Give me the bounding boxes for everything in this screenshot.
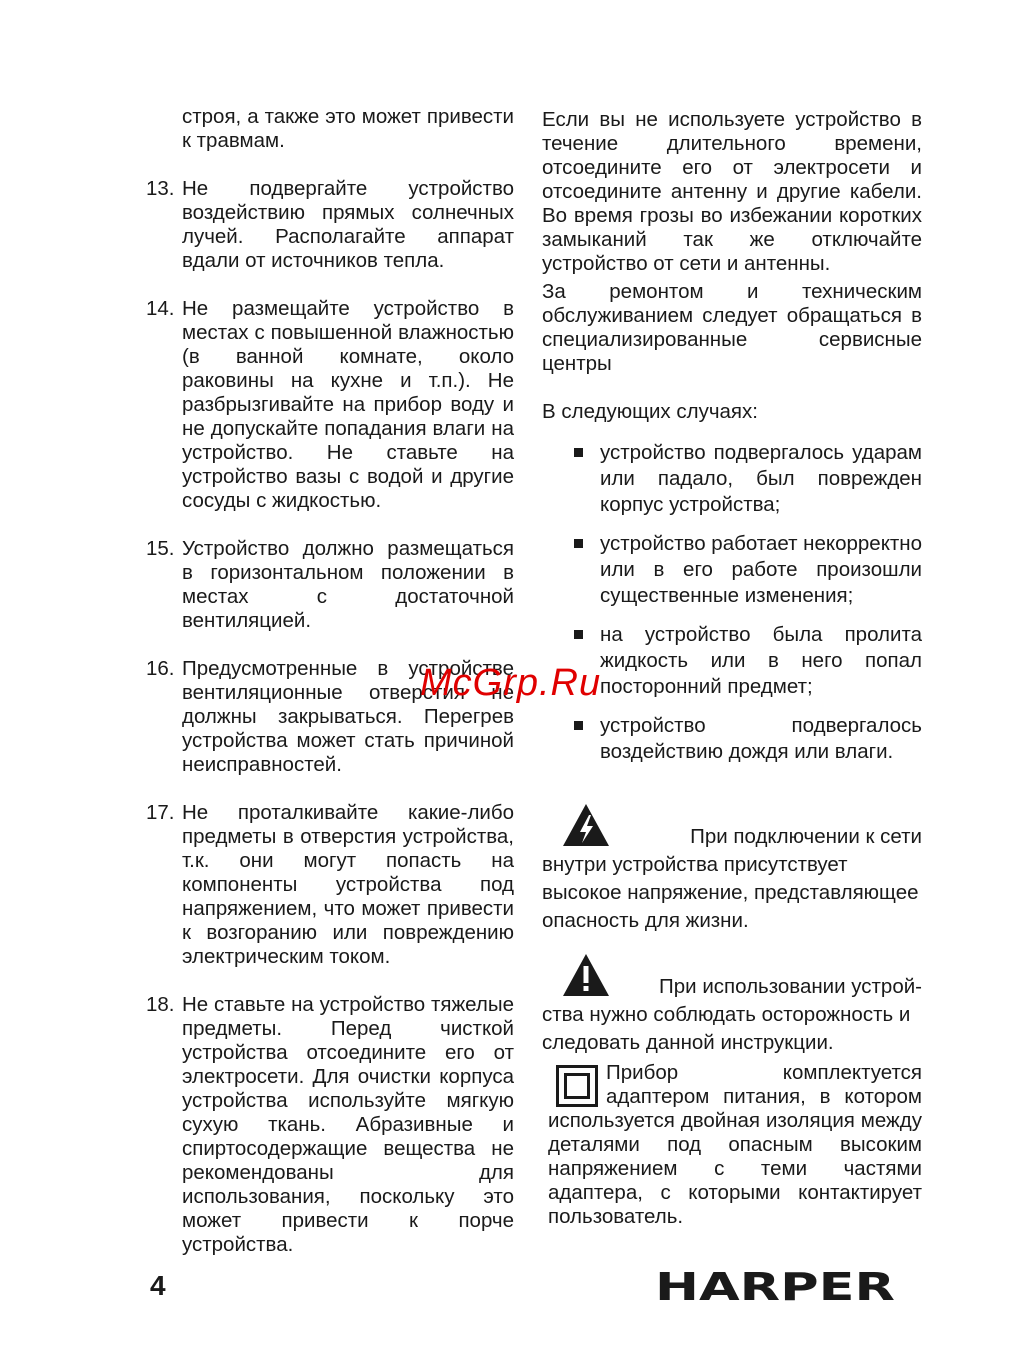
bullet-square-icon [574,539,583,548]
caution-warning-icon [562,953,610,997]
item-number: 15. [146,537,175,560]
watermark: McGrp.Ru [420,662,602,704]
list-item-15 [146,537,514,633]
double-insulation-icon [556,1065,598,1107]
list-item-13 [146,177,514,273]
brand-logo [655,1270,895,1302]
caution-warning-lead: При использовании устрой- [659,975,922,998]
cases-heading: В следующих случаях: [542,400,758,423]
bullet-square-icon [574,630,583,639]
double-insulation-text: Прибор комплектуется адаптером питания, в котором используется двойная изоляция между деталями под опасным высоким напряжением с теми частями адаптера, с которыми контактирует пользователь. [548,1061,922,1228]
item-text: Не проталкивайте какие-либо предметы в отверстия устройства, т.к. они могут попасть на компоненты устройства под напряжением, что может привести к возгоранию или повреждению электрическим током. [182,801,514,968]
case-text: на устройство была пролита жидкость или в него попал посторонний предмет; [600,623,922,698]
case-text: устройство работает некорректно или в его работе произошли существенные изменения; [600,532,923,607]
list-item [542,713,922,765]
item-text: Не размещайте устройство в местах с повышенной влажностью (в ванной комнате, около раковины на кухне и т.п.). Не разбрызгивайте на прибор воду и не допускайте попадания влаги на устройство. Не ставьте на устройство вазы с водой и другие сосуды с жидкостью. [182,297,514,512]
bullet-square-icon [574,721,583,730]
list-item-17 [146,801,514,969]
list-item-14 [146,297,514,513]
service-paragraph: За ремонтом и техническим обслуживанием следует обращаться в специализированные сервисные центры [542,280,922,375]
unplug-paragraph: Если вы не используете устройство в течение длительного времени, отсоедините его от электросети и отсоедините антенну и другие кабели. Во время грозы во избежании коротких замыканий так же отключайте устройство от сети и антенны. [542,108,922,275]
double-insulation-note [548,1061,922,1229]
case-text: устройство подвергалось воздействию дождя или влаги. [600,714,922,763]
item-number: 14. [146,297,175,320]
brand-text: HARPER [655,1270,895,1302]
voltage-warning-lead: При подключении к сети [690,825,922,848]
item-text: Не ставьте на устройство тяжелые предметы. Перед чисткой устройства отсоедините его от электросети. Для очистки корпуса устройства используйте мягкую сухую ткань. Абразивные и спиртосодержащие вещества не рекомендованы для использования, поскольку это может привести к порче устройства. [182,993,514,1256]
caution-warning-text: ства нужно соблюдать осторожность и следовать данной инструкции. [542,1003,911,1054]
case-text: устройство подвергалось ударам или падало, был поврежден корпус устройства; [600,441,922,516]
item-number: 13. [146,177,175,200]
caution-warning [542,949,922,1057]
list-item [542,440,922,518]
intro-continuation: строя, а также это может привести к травмам. [182,105,514,152]
page-number: 4 [150,1270,166,1301]
list-item [542,531,922,609]
voltage-warning-text: внутри устройства присутствует высокое напряжение, представляющее опасность для жизни. [542,853,919,932]
list-item-18 [146,993,514,1257]
cases-list [542,440,922,765]
item-number: 18. [146,993,175,1016]
item-text: Не подвергайте устройство воздействию прямых солнечных лучей. Располагайте аппарат вдали от источников тепла. [182,177,514,272]
bullet-square-icon [574,448,583,457]
high-voltage-warning [542,799,922,935]
item-number: 17. [146,801,175,824]
high-voltage-warning-icon [562,803,610,847]
item-text: Устройство должно размещаться в горизонтальном положении в местах с достаточной вентиляцией. [182,537,514,632]
item-number: 16. [146,657,175,680]
item-text: Предусмотренные в устройстве вентиляционные отверстия не должны закрываться. Перегрев устройства может стать причиной неисправностей. [182,657,514,776]
